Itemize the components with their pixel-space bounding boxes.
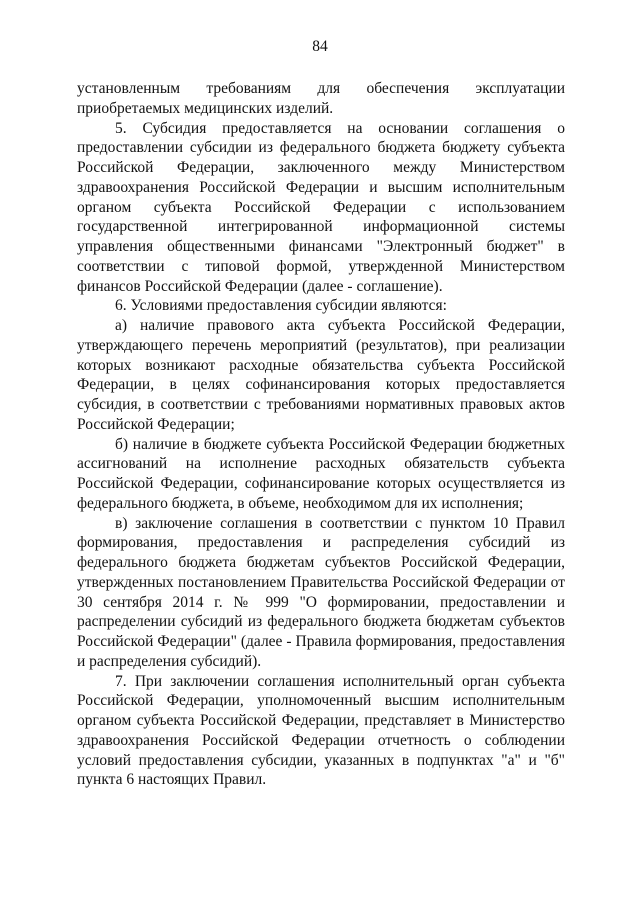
paragraph-item-6: 6. Условиями предоставления субсидии являются: (115, 297, 447, 315)
page-number: 84 (312, 38, 328, 55)
paragraph-item-5: 5. Субсидия предоставляется на основании соглашения о предоставлении субсидии из федерального бюджета бюджету субъекта Российской Федерации, заключенного между Министерством здравоохранения Российской Федерации и высшим исполнительным органом субъекта Российской Федерации с использованием государственной интегрированной информационной системы управления общественными финансами "Электронный бюджет" в соответствии с типовой формой, утвержденной Министерством финансов Российской Федерации (далее - соглашение). (77, 119, 565, 295)
paragraph-item-6v: в) заключение соглашения в соответствии с пунктом 10 Правил формирования, предоставления и распределения субсидий из федерального бюджета бюджетам субъектов Российской Федерации, утвержденных постановлением Правительства Российской Федерации от 30 сентября 2014 г. № 999 "О формировании, предоставлении и распределении субсидий из федерального бюджета бюджетам субъектов Российской Федерации" (далее - Правила формирования, предоставления и распределения субсидий). (77, 514, 565, 670)
paragraph-item-6a: а) наличие правового акта субъекта Российской Федерации, утверждающего перечень мероприятий (результатов), при реализации которых возникают расходные обязательства субъекта Российской Федерации, в целях софинансирования которых предоставляется субсидия, в соответствии с требованиями нормативных правовых актов Российской Федерации; (77, 317, 565, 433)
paragraph-item-7: 7. При заключении соглашения исполнительный орган субъекта Российской Федерации, уполномоченный высшим исполнительным органом субъекта Российской Федерации, представляет в Министерство здравоохранения Российской Федерации отчетность о соблюдении условий предоставления субсидии, указанных в подпунктах "а" и "б" пункта 6 настоящих Правил. (77, 672, 565, 789)
body-text (77, 79, 565, 790)
paragraph-continuation: установленным требованиям для обеспечения эксплуатации приобретаемых медицинских изделий. (77, 80, 565, 117)
paragraph-item-6b: б) наличие в бюджете субъекта Российской Федерации бюджетных ассигнований на исполнение расходных обязательств субъекта Российской Федерации, софинансирование которых осуществляется из федерального бюджета, в объеме, необходимом для их исполнения; (77, 435, 565, 512)
